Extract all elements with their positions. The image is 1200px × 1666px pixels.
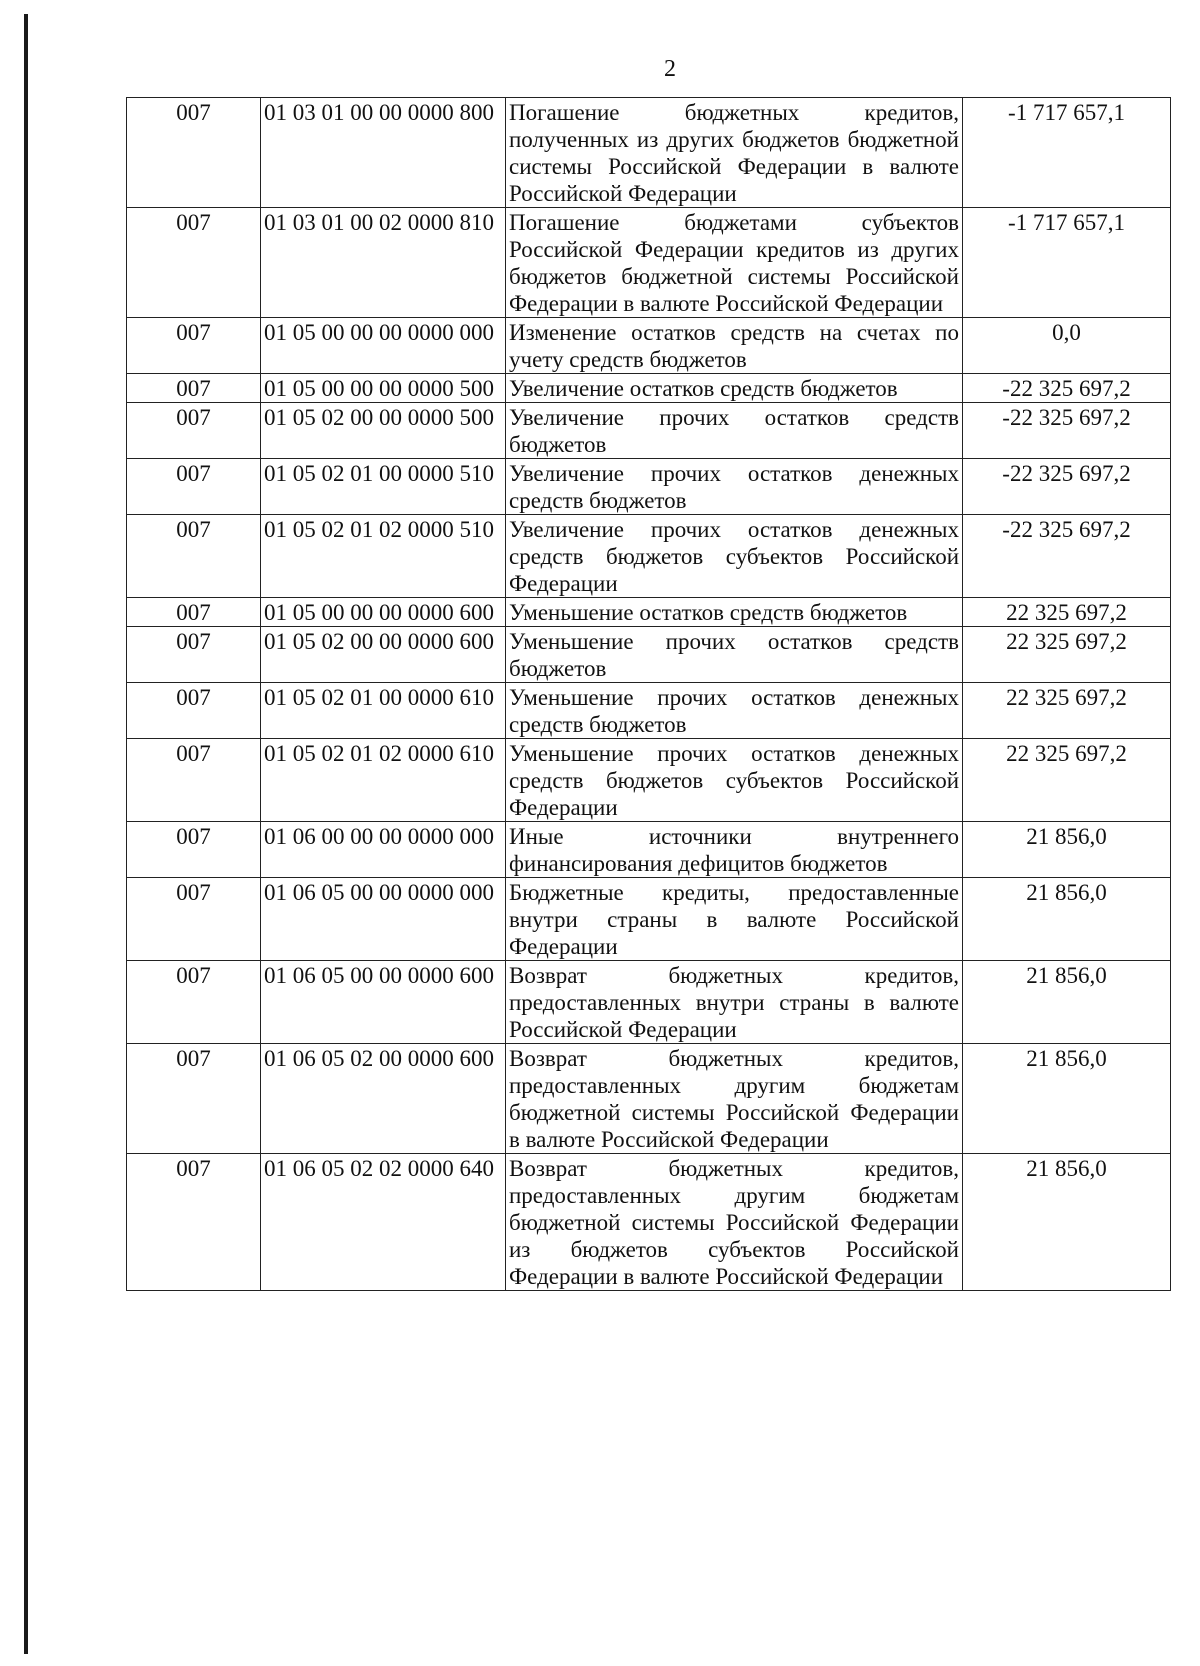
table-body [127, 98, 1171, 1291]
binding-edge-line [24, 14, 28, 1654]
budget-code-cell: 01 05 02 01 02 0000 510 [261, 515, 506, 598]
amount-cell: 21 856,0 [963, 1044, 1171, 1154]
table-row [127, 739, 1171, 822]
item-name-cell: Увеличение прочих остатков денежных средств бюджетов [506, 459, 963, 515]
item-name-cell: Уменьшение прочих остатков средств бюджетов [506, 627, 963, 683]
budget-code-cell: 01 06 00 00 00 0000 000 [261, 822, 506, 878]
table-row [127, 208, 1171, 318]
table-row [127, 459, 1171, 515]
admin-code-cell: 007 [127, 598, 261, 627]
amount-cell: 21 856,0 [963, 822, 1171, 878]
amount-cell: 22 325 697,2 [963, 598, 1171, 627]
table-row [127, 515, 1171, 598]
admin-code-cell: 007 [127, 318, 261, 374]
item-name-cell: Уменьшение прочих остатков денежных средств бюджетов субъектов Российской Федерации [506, 739, 963, 822]
admin-code-cell: 007 [127, 1154, 261, 1291]
budget-code-cell: 01 05 02 00 00 0000 500 [261, 403, 506, 459]
amount-cell: -22 325 697,2 [963, 515, 1171, 598]
amount-cell: 21 856,0 [963, 961, 1171, 1044]
table-row [127, 98, 1171, 208]
admin-code-cell: 007 [127, 403, 261, 459]
budget-code-cell: 01 05 02 01 00 0000 610 [261, 683, 506, 739]
budget-code-cell: 01 06 05 02 02 0000 640 [261, 1154, 506, 1291]
item-name-cell: Иные источники внутреннего финансирования дефицитов бюджетов [506, 822, 963, 878]
budget-code-cell: 01 05 00 00 00 0000 600 [261, 598, 506, 627]
budget-code-cell: 01 05 02 01 00 0000 510 [261, 459, 506, 515]
item-name-cell: Возврат бюджетных кредитов, предоставленных другим бюджетам бюджетной системы Российской Федерации из бюджетов субъектов Российской Федерации в валюте Российской Федерации [506, 1154, 963, 1291]
item-name-cell: Изменение остатков средств на счетах по учету средств бюджетов [506, 318, 963, 374]
table-row [127, 627, 1171, 683]
amount-cell: 21 856,0 [963, 1154, 1171, 1291]
admin-code-cell: 007 [127, 739, 261, 822]
budget-code-cell: 01 06 05 00 00 0000 600 [261, 961, 506, 1044]
budget-code-cell: 01 03 01 00 00 0000 800 [261, 98, 506, 208]
admin-code-cell: 007 [127, 98, 261, 208]
item-name-cell: Уменьшение остатков средств бюджетов [506, 598, 963, 627]
admin-code-cell: 007 [127, 627, 261, 683]
budget-code-cell: 01 05 02 00 00 0000 600 [261, 627, 506, 683]
table-row [127, 822, 1171, 878]
admin-code-cell: 007 [127, 878, 261, 961]
item-name-cell: Бюджетные кредиты, предоставленные внутри страны в валюте Российской Федерации [506, 878, 963, 961]
budget-code-cell: 01 06 05 00 00 0000 000 [261, 878, 506, 961]
amount-cell: -22 325 697,2 [963, 403, 1171, 459]
amount-cell: -22 325 697,2 [963, 374, 1171, 403]
admin-code-cell: 007 [127, 961, 261, 1044]
budget-code-cell: 01 05 00 00 00 0000 500 [261, 374, 506, 403]
admin-code-cell: 007 [127, 459, 261, 515]
amount-cell: -1 717 657,1 [963, 98, 1171, 208]
budget-code-cell: 01 06 05 02 00 0000 600 [261, 1044, 506, 1154]
admin-code-cell: 007 [127, 515, 261, 598]
budget-code-cell: 01 03 01 00 02 0000 810 [261, 208, 506, 318]
table-row [127, 374, 1171, 403]
item-name-cell: Увеличение прочих остатков средств бюджетов [506, 403, 963, 459]
table-row [127, 403, 1171, 459]
budget-sources-table [126, 97, 1171, 1291]
amount-cell: 22 325 697,2 [963, 739, 1171, 822]
admin-code-cell: 007 [127, 374, 261, 403]
item-name-cell: Возврат бюджетных кредитов, предоставленных внутри страны в валюте Российской Федерации [506, 961, 963, 1044]
amount-cell: -1 717 657,1 [963, 208, 1171, 318]
amount-cell: 22 325 697,2 [963, 683, 1171, 739]
amount-cell: 21 856,0 [963, 878, 1171, 961]
item-name-cell: Погашение бюджетами субъектов Российской Федерации кредитов из других бюджетов бюджетной системы Российской Федерации в валюте Российской Федерации [506, 208, 963, 318]
item-name-cell: Уменьшение прочих остатков денежных средств бюджетов [506, 683, 963, 739]
table-row [127, 318, 1171, 374]
table-row [127, 683, 1171, 739]
item-name-cell: Погашение бюджетных кредитов, полученных из других бюджетов бюджетной системы Российской Федерации в валюте Российской Федерации [506, 98, 963, 208]
item-name-cell: Увеличение прочих остатков денежных средств бюджетов субъектов Российской Федерации [506, 515, 963, 598]
page-number: 2 [664, 56, 676, 82]
admin-code-cell: 007 [127, 1044, 261, 1154]
amount-cell: 0,0 [963, 318, 1171, 374]
admin-code-cell: 007 [127, 208, 261, 318]
amount-cell: -22 325 697,2 [963, 459, 1171, 515]
admin-code-cell: 007 [127, 822, 261, 878]
table-row [127, 878, 1171, 961]
table-row [127, 598, 1171, 627]
budget-code-cell: 01 05 02 01 02 0000 610 [261, 739, 506, 822]
admin-code-cell: 007 [127, 683, 261, 739]
table-row [127, 961, 1171, 1044]
amount-cell: 22 325 697,2 [963, 627, 1171, 683]
table-row [127, 1044, 1171, 1154]
budget-code-cell: 01 05 00 00 00 0000 000 [261, 318, 506, 374]
item-name-cell: Увеличение остатков средств бюджетов [506, 374, 963, 403]
item-name-cell: Возврат бюджетных кредитов, предоставленных другим бюджетам бюджетной системы Российской Федерации в валюте Российской Федерации [506, 1044, 963, 1154]
table-row [127, 1154, 1171, 1291]
